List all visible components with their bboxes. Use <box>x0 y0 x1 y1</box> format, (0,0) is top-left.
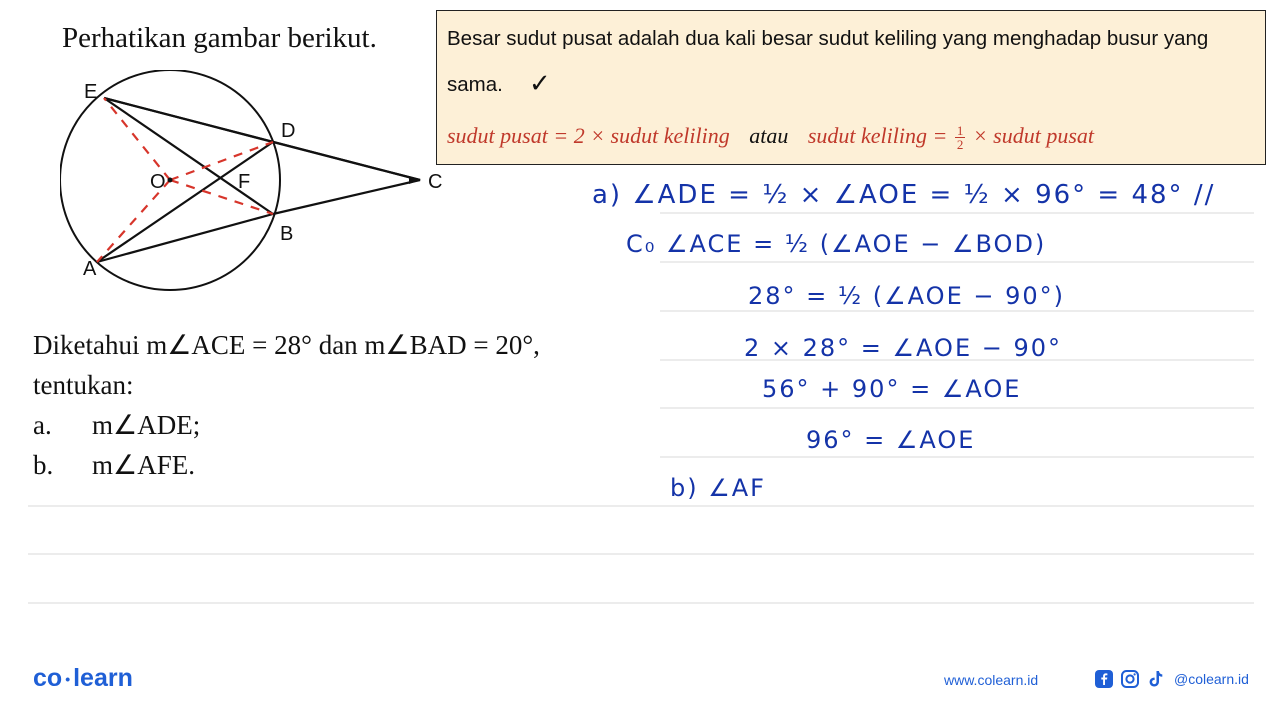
handwriting-line-2: C₀ ∠ACE = ½ (∠AOE − ∠BOD) <box>626 230 1047 258</box>
radius-ob <box>170 180 273 214</box>
handwriting-line-7: b) ∠AF <box>670 474 766 502</box>
segment-eb <box>104 98 273 214</box>
facebook-icon[interactable] <box>1094 669 1114 689</box>
theory-box <box>436 10 1266 165</box>
radius-oe <box>104 98 170 180</box>
item-b-text: m∠AFE. <box>92 450 195 480</box>
website-link[interactable]: www.colearn.id <box>944 672 1039 688</box>
label-a: A <box>83 258 97 280</box>
logo-text-learn: learn <box>73 664 133 692</box>
social-handle[interactable]: @colearn.id <box>1174 671 1249 687</box>
fraction <box>955 124 966 151</box>
handwriting-line-6: 96° = ∠AOE <box>806 426 976 454</box>
social-links <box>1094 669 1249 689</box>
center-point <box>168 178 173 183</box>
formula-right-prefix: sudut keliling = <box>807 123 948 148</box>
problem-title: Perhatikan gambar berikut. <box>62 22 377 54</box>
label-c: C <box>428 171 443 193</box>
segment-bc <box>273 180 420 214</box>
handwriting-line-1: a) ∠ADE = ½ × ∠AOE = ½ × 96° = 48° // <box>592 180 1216 210</box>
instagram-icon[interactable] <box>1120 669 1140 689</box>
label-o: O <box>150 171 166 193</box>
arrow-c <box>409 176 421 184</box>
theory-line2: sama. <box>447 73 503 96</box>
label-d: D <box>281 120 296 142</box>
formula-left: sudut pusat = 2 × sudut keliling <box>447 123 730 148</box>
handwriting-line-4: 2 × 28° = ∠AOE − 90° <box>744 334 1063 362</box>
colearn-logo <box>33 664 133 693</box>
logo-text-co: co <box>33 664 63 692</box>
item-a-text: m∠ADE; <box>92 410 201 440</box>
problem-given: Diketahui m∠ACE = 28° dan m∠BAD = 20°, <box>33 330 540 360</box>
segment-ec <box>104 98 420 180</box>
item-a-letter: a. <box>33 410 52 440</box>
radius-od <box>170 142 273 180</box>
checkmark-icon: ✓ <box>529 69 551 99</box>
label-f: F <box>238 171 251 193</box>
item-b-letter: b. <box>33 450 54 480</box>
formula-right-suffix: × sudut pusat <box>972 123 1095 148</box>
formula <box>447 123 1094 151</box>
handwriting-line-3: 28° = ½ (∠AOE − 90°) <box>748 282 1065 310</box>
segment-ab <box>97 214 273 262</box>
circle-figure <box>60 70 460 300</box>
theory-line1: Besar sudut pusat adalah dua kali besar sudut keliling yang menghadap busur yang <box>447 27 1209 50</box>
formula-or: atau <box>749 123 789 148</box>
segment-ad <box>97 142 273 262</box>
tiktok-icon[interactable] <box>1146 669 1166 689</box>
fraction-denominator: 2 <box>956 137 964 153</box>
handwriting-line-5: 56° + 90° = ∠AOE <box>762 375 1022 403</box>
fraction-numerator: 1 <box>956 123 964 139</box>
label-e: E <box>84 81 98 103</box>
logo-dot: • <box>65 671 71 688</box>
problem-instruction: tentukan: <box>33 370 134 400</box>
label-b: B <box>280 223 294 245</box>
